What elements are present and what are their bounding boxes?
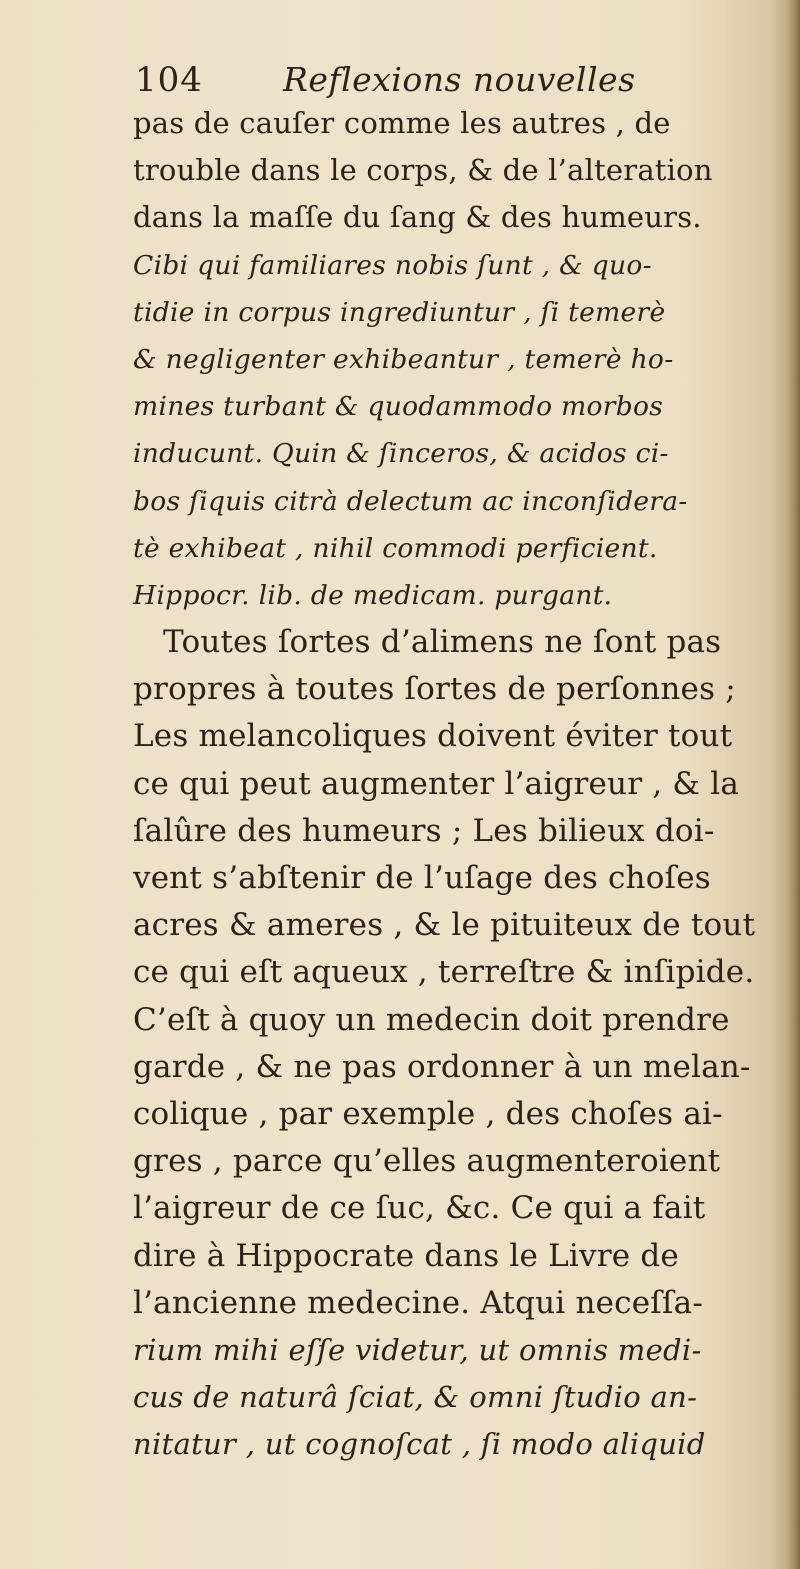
latin-quote-line: mines turbant & quodammodo morbos bbox=[133, 391, 664, 423]
text-line: dans la maſſe du ſang & des humeurs. bbox=[133, 200, 702, 235]
latin-quote-line: nitatur , ut cognoſcat , ſi modo aliquid bbox=[133, 1427, 706, 1462]
body-text bbox=[133, 100, 773, 1468]
text-line: gres , parce qu’elles augmenteroient bbox=[133, 1143, 721, 1180]
latin-quote-line: tè exhibeat , nihil commodi perficient. bbox=[133, 532, 658, 564]
text-line: garde , & ne pas ordonner à un melan- bbox=[133, 1048, 751, 1085]
text-line: propres à toutes ſortes de perſonnes ; bbox=[133, 671, 736, 708]
text-line: pas de cauſer comme les autres , de bbox=[133, 106, 671, 140]
text-line: trouble dans le corps, & de l’alteration bbox=[133, 153, 713, 188]
text-line: ce qui peut augmenter l’aigreur , & la bbox=[133, 765, 740, 802]
citation-line: Hippocr. lib. de medicam. purgant. bbox=[133, 579, 613, 611]
latin-quote-line: & negligenter exhibeantur , temerè ho- bbox=[133, 343, 674, 375]
text-line: acres & ameres , & le pituiteux de tout bbox=[133, 907, 756, 944]
text-line: ce qui eſt aqueux , terreſtre & inſipide. bbox=[133, 954, 755, 991]
latin-quote-line: rium mihi eſſe videtur, ut omnis medi- bbox=[133, 1332, 702, 1367]
text-line: l’aigreur de ce ſuc, &c. Ce qui a fait bbox=[133, 1190, 706, 1227]
text-line: l’ancienne medecine. Atqui neceſſa- bbox=[133, 1284, 703, 1321]
latin-quote-line: bos ſiquis citrà delectum ac inconſidera- bbox=[133, 485, 688, 517]
page-number: 104 bbox=[135, 60, 203, 100]
latin-quote-line: cus de naturâ ſciat, & omni ſtudio an- bbox=[133, 1380, 698, 1415]
text-line: colique , par exemple , des choſes ai- bbox=[133, 1095, 723, 1132]
running-title: Reflexions nouvelles bbox=[283, 60, 636, 99]
text-line: C’eſt à quoy un medecin doit prendre bbox=[133, 1001, 730, 1038]
text-line: ſalûre des humeurs ; Les bilieux doi- bbox=[133, 812, 715, 849]
text-line: dire à Hippocrate dans le Livre de bbox=[133, 1237, 679, 1274]
text-line: Les melancoliques doivent éviter tout bbox=[133, 718, 733, 755]
latin-quote-line: Cibi qui familiares nobis ſunt , & quo- bbox=[133, 249, 652, 281]
latin-quote-line: tidie in corpus ingrediuntur , ſi temerè bbox=[133, 296, 666, 328]
text-line: Toutes ſortes d’alimens ne ſont pas bbox=[163, 624, 722, 661]
latin-quote-line: inducunt. Quin & ſinceros, & acidos ci- bbox=[133, 438, 669, 470]
page-edge-shadow bbox=[786, 0, 800, 1569]
text-line: vent s’abſtenir de l’uſage des choſes bbox=[133, 860, 711, 896]
page-header bbox=[135, 56, 755, 104]
